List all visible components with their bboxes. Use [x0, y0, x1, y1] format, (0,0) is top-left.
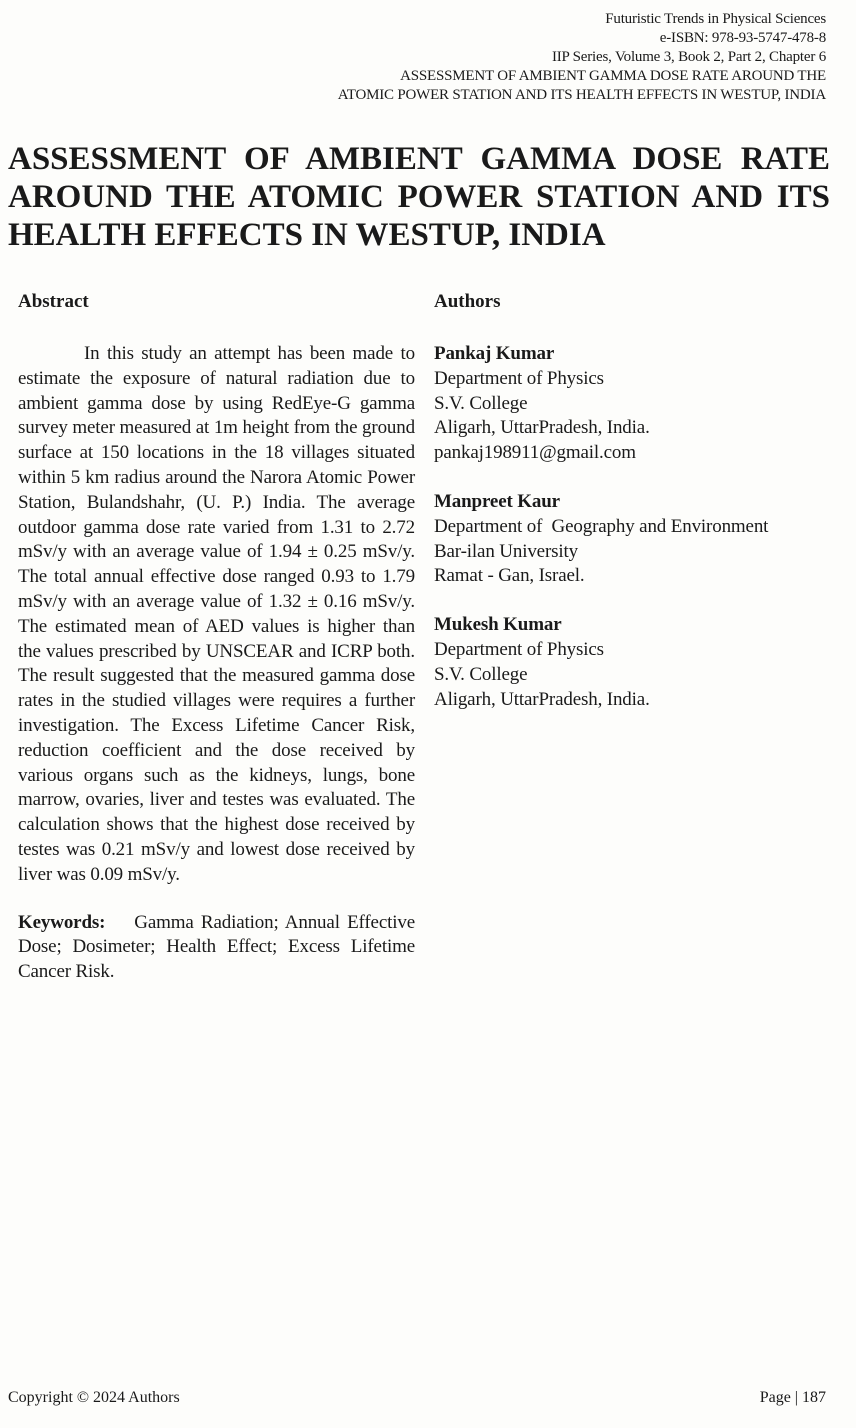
author-institution: S.V. College: [434, 663, 528, 685]
header-line-series: IIP Series, Volume 3, Book 2, Part 2, Chapter 6: [551, 49, 826, 65]
author-list: [434, 342, 834, 712]
author-department: Department of Physics: [434, 638, 604, 660]
keywords: [18, 911, 415, 985]
keywords-label: Keywords:: [18, 911, 106, 933]
abstract-body: In this study an attempt has been made to estimate the exposure of natural radiation due to ambient gamma dose by using RedEye-G gamma survey meter measured at 1m height from the ground surface at 150 locations in the 18 villages situated within 5 km radius around the Narora Atomic Power Station, Bulandshahr, (U. P.) India. The average outdoor gamma dose rate varied from 1.31 to 2.72 mSv/y with an average value of 1.94 ± 0.25 mSv/y. The total annual effective dose ranged 0.93 to 1.79 mSv/y with an average value of 1.32 ± 0.16 mSv/y. The estimated mean of AED values is higher than the values prescribed by UNSCEAR and ICRP both. The result suggested that the measured gamma dose rates in the studied villages were requires a further investigation. The Excess Lifetime Cancer Risk, reduction coefficient and the dose received by various organs such as the kidneys, lungs, bone marrow, ovaries, liver and testes was evaluated. The calculation shows that the highest dose received by testes was 0.21 mSv/y and lowest dose received by liver was 0.09 mSv/y.: [18, 343, 415, 885]
author-email: pankaj198911@gmail.com: [434, 442, 636, 464]
author-entry: [434, 342, 834, 466]
author-entry: [434, 490, 834, 589]
author-location: Aligarh, UttarPradesh, India.: [434, 417, 650, 439]
page-number: Page | 187: [759, 1389, 826, 1406]
author-institution: S.V. College: [434, 392, 528, 414]
author-name: Manpreet Kaur: [434, 490, 560, 512]
author-department: Department of Physics: [434, 367, 604, 389]
author-location: Ramat - Gan, Israel.: [434, 565, 585, 587]
copyright-notice: Copyright © 2024 Authors: [8, 1389, 180, 1406]
authors-column: [434, 290, 834, 736]
author-department: Department of Geography and Environment: [434, 515, 769, 537]
authors-heading: Authors: [434, 291, 501, 312]
keywords-text: Gamma Radiation; Annual Effective Dose; Dosimeter; Health Effect; Excess Lifetime Cancer Risk.: [18, 911, 415, 983]
abstract-heading: Abstract: [18, 291, 89, 312]
header-line-isbn: e-ISBN: 978-93-5747-478-8: [659, 30, 826, 46]
header-line-title-2: ATOMIC POWER STATION AND ITS HEALTH EFFECTS IN WESTUP, INDIA: [337, 87, 826, 103]
abstract-column: [18, 290, 415, 985]
author-location: Aligarh, UttarPradesh, India.: [434, 688, 650, 710]
author-entry: [434, 613, 834, 712]
author-institution: Bar-ilan University: [434, 540, 578, 562]
header-line-book: Futuristic Trends in Physical Sciences: [605, 11, 826, 27]
header-line-title-1: ASSESSMENT OF AMBIENT GAMMA DOSE RATE AROUND THE: [400, 68, 826, 84]
author-name: Pankaj Kumar: [434, 343, 555, 364]
running-header: [338, 10, 826, 105]
author-name: Mukesh Kumar: [434, 614, 562, 636]
paper-title: ASSESSMENT OF AMBIENT GAMMA DOSE RATE AROUND THE ATOMIC POWER STATION AND ITS HEALTH EFFECTS IN WESTUP, INDIA: [8, 141, 830, 253]
